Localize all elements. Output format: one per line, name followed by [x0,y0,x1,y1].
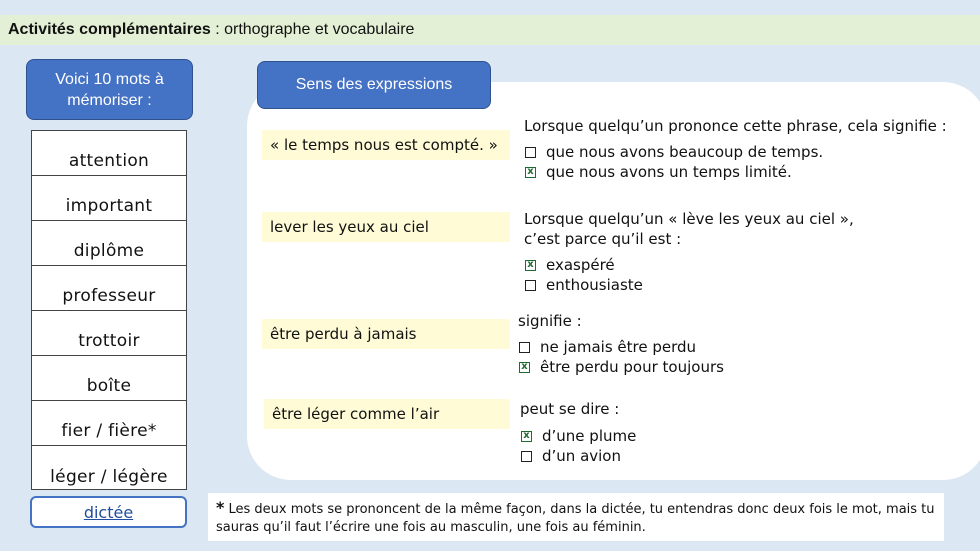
checked-box-icon[interactable]: x [525,167,536,178]
checkbox-icon[interactable] [519,342,530,353]
word-item: attention [32,131,186,176]
prompt-line: c’est parce qu’il est : [524,230,682,248]
word-item: léger / légère [50,467,168,487]
word-item: diplôme [32,221,186,266]
option-label: d’une plume [542,427,637,445]
prompt-line: peut se dire : [520,400,620,418]
option-row[interactable] [521,427,636,445]
sens-button-label: Sens des expressions [295,76,453,93]
page-header [0,15,980,45]
option-row[interactable] [521,447,621,465]
prompt-line: signifie : [518,312,582,330]
expression-label: lever les yeux au ciel [262,212,510,242]
expression-prompt [520,399,619,419]
option-row[interactable] [525,276,643,294]
footnote [208,493,944,541]
checkbox-icon[interactable] [521,451,532,462]
option-label: que nous avons beaucoup de temps. [546,143,824,161]
words-list [31,130,187,490]
prompt-line: Lorsque quelqu’un « lève les yeux au ciel », [524,210,854,228]
word-item: professeur [32,266,186,311]
word-item: fier / fière* [32,401,186,446]
header-title-bold: Activités complémentaires [8,21,211,38]
footnote-star: * [216,498,225,517]
checkbox-icon[interactable] [525,280,536,291]
option-label: être perdu pour toujours [540,358,724,376]
option-label: enthousiaste [546,276,643,294]
option-label: d’un avion [542,447,621,465]
sens-des-expressions-button[interactable] [257,61,491,109]
option-label: que nous avons un temps limité. [546,163,792,181]
expression-prompt [524,209,854,249]
word-item: trottoir [32,311,186,356]
word-item: important [32,176,186,221]
footnote-text: Les deux mots se prononcent de la même façon, dans la dictée, tu entendras donc deux fois le mot, mais tu sauras qu’il faut l’écrire une fois au masculin, une fois au féminin. [216,502,935,535]
option-row[interactable] [525,143,823,161]
word-item: boîte [32,356,186,401]
expression-label: être léger comme l’air [264,399,510,429]
checkbox-icon[interactable] [525,147,536,158]
option-row[interactable] [525,256,615,274]
words-to-memorize-button[interactable] [26,59,193,120]
prompt-line: Lorsque quelqu’un prononce cette phrase, cela signifie : [524,117,947,135]
option-label: exaspéré [546,256,615,274]
expression-prompt [518,311,582,331]
option-row[interactable] [519,338,696,356]
checked-box-icon[interactable]: x [525,260,536,271]
dictee-link[interactable]: dictée [30,496,187,528]
header-title-rest: : orthographe et vocabulaire [210,21,415,38]
checked-box-icon[interactable]: x [519,362,530,373]
option-label: ne jamais être perdu [540,338,697,356]
expression-label: être perdu à jamais [262,319,510,349]
expression-label: « le temps nous est compté. » [262,130,510,160]
expression-prompt [524,116,947,136]
option-row[interactable] [525,163,792,181]
checked-box-icon[interactable]: x [521,431,532,442]
words-button-label: Voici 10 mots à mémoriser : [55,70,164,109]
option-row[interactable] [519,358,724,376]
